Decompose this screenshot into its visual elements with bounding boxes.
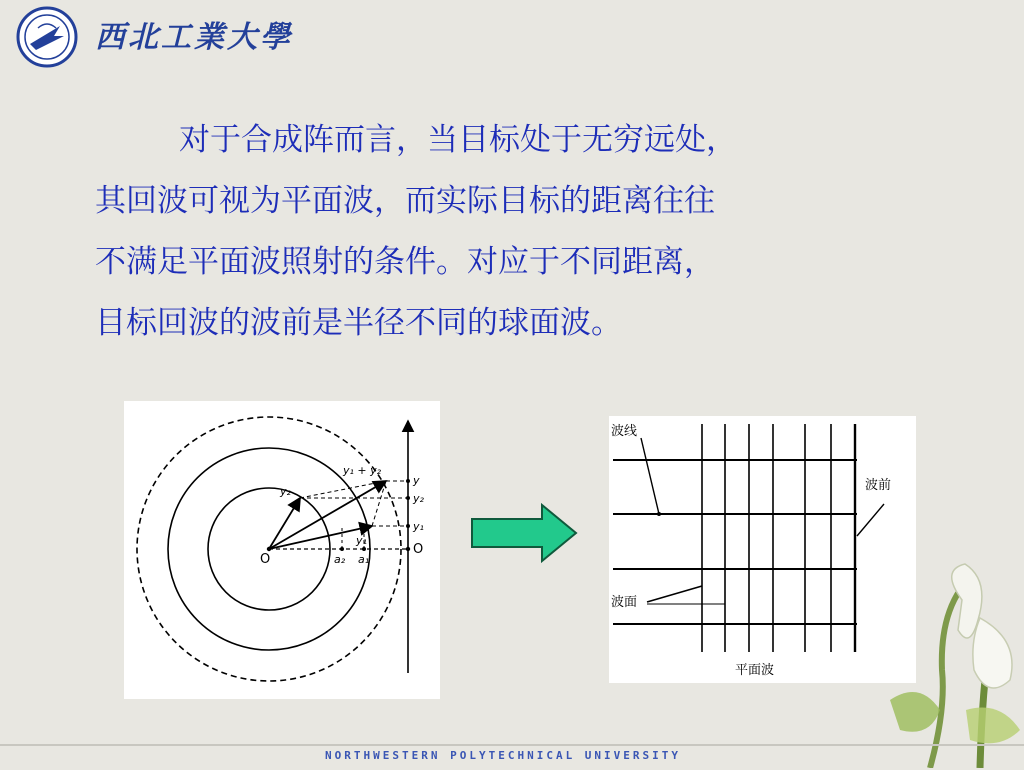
right-arrow-icon xyxy=(470,503,580,563)
paragraph-line: 目标回波的波前是半径不同的球面波。 xyxy=(95,305,622,341)
paragraph-line: 其回波可视为平面波，而实际目标的距离往往 xyxy=(95,183,715,219)
label-axis-y2: y₂ xyxy=(413,492,424,505)
label-wave-line: 波线 xyxy=(611,424,638,439)
calla-lily-decoration-icon xyxy=(870,560,1024,768)
label-y1-vector: y₁ xyxy=(356,534,367,547)
paragraph-line: 对于合成阵而言，当目标处于无穷远处， xyxy=(179,122,737,158)
label-sum-vector: y₁ + y₂ xyxy=(343,464,382,477)
label-axis-y: y xyxy=(413,474,420,487)
university-logo-icon xyxy=(16,6,78,68)
footer xyxy=(0,744,1024,770)
label-wave-front: 波前 xyxy=(865,478,892,493)
body-paragraph xyxy=(95,110,935,354)
label-y2-vector: y₂ xyxy=(280,485,291,498)
label-a2: a₂ xyxy=(334,553,346,566)
label-axis-y1: y₁ xyxy=(413,520,424,533)
spherical-wave-diagram xyxy=(124,401,440,699)
vector-y2 xyxy=(269,498,300,549)
university-name: 西北工業大學 xyxy=(95,20,293,55)
footer-university-name: NORTHWESTERN POLYTECHNICAL UNIVERSITY xyxy=(325,749,682,762)
label-wave-surface: 波面 xyxy=(611,595,638,610)
label-plane-wave: 平面波 xyxy=(735,663,775,678)
label-origin-left: O xyxy=(260,552,271,567)
label-origin-right: O xyxy=(413,542,424,557)
header xyxy=(0,0,1024,80)
paragraph-line: 不满足平面波照射的条件。对应于不同距离， xyxy=(95,244,715,280)
label-a1: a₁ xyxy=(358,553,370,566)
spherical-wave-figure xyxy=(124,401,440,699)
